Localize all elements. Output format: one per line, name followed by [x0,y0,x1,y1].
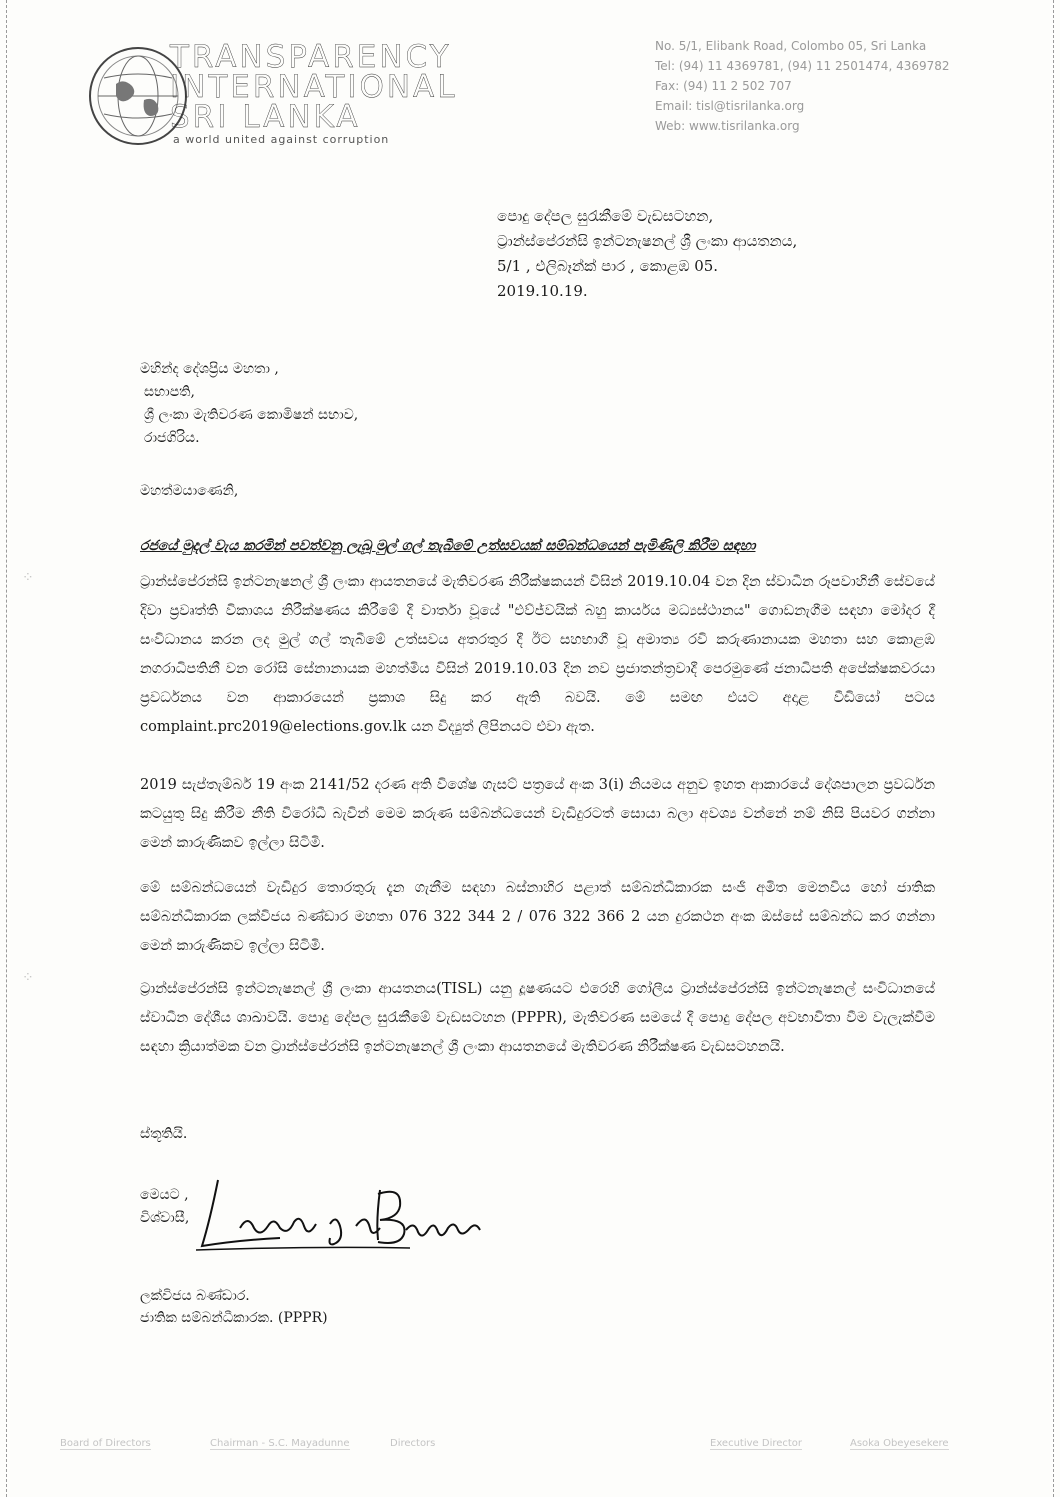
sender-line3: 5/1 , එලිබෑන්ක් පාර , කොළඹ 05. [497,257,719,275]
signer-title: ජාතික සම්බන්ධීකාරක. (PPPR) [140,1310,328,1326]
margin-mark: ⁘ [22,970,34,986]
org-name-line3: SRI LANKA [170,99,361,135]
signer-name: ලක්විජය බණ්ඩාර. [140,1288,250,1304]
org-tagline: a world united against corruption [173,133,390,146]
recipient-address [140,358,358,450]
sender-line1: පොදු දේපල සුරැකීමේ වැඩසටහන, [497,207,714,225]
recipient-line4: රාජගිරිය. [144,430,200,446]
recipient-line3: ශ්‍රී ලංකා මැතිවරණ කොමිෂන් සභාව, [144,407,359,423]
org-name-line2: INTERNATIONAL [170,69,458,105]
contact-fax: Fax: (94) 11 2 502 707 [655,79,792,93]
footer-col2: Chairman - S.C. Mayadunne [210,1438,350,1449]
footer-col1: Board of Directors [60,1438,151,1449]
body-paragraph-3: මේ සම්බන්ධයෙන් වැඩිදුර තොරතුරු දැන ගැනීම සඳහා බස්නාහිර පළාත් සම්බන්ධීකාරක සංජී අමිත මෙනවිය හෝ ජාතික සම්බන්ධීකාරක ලක්විජය බණ්ඩාර මහතා 076 322 344 2 / 076 322 366 2 යන දුරකථන අංක ඔස්සේ සම්බන්ධ කර ගන්නා මෙන් කාරුණිකව ඉල්ලා සිටිමි. [140,880,935,954]
footer-col3: Directors [390,1438,436,1449]
closing: ස්තූතියි. [140,1126,188,1142]
margin-mark: ⁘ [22,570,34,586]
footer-col5: Asoka Obeyesekere [850,1438,949,1449]
footer-col4: Executive Director [710,1438,803,1449]
letter-date: 2019.10.19. [497,282,588,300]
contact-web: Web: www.tisrilanka.org [655,119,800,133]
contact-address: No. 5/1, Elibank Road, Colombo 05, Sri Lanka [655,39,927,53]
org-name-line1: TRANSPARENCY [170,39,452,75]
handwritten-signature [180,1150,500,1260]
valediction-line2: විශ්වාසී, [140,1210,190,1226]
recipient-line1: මහින්ද දේශප්‍රිය මහතා , [140,361,279,377]
organization-name [170,39,458,135]
subject-line: රජයේ මුදල් වැය කරමින් පවත්වනු ලැබූ මුල් ගල් තැබීමේ උත්සවයක් සම්බන්ධයෙන් පැමිණිලි කිරීම සඳහා [140,538,756,554]
contact-email: Email: tisl@tisrilanka.org [655,99,805,113]
body-paragraph-2: 2019 සැප්තැම්බර් 19 අංක 2141/52 දරණ අති විශේෂ ගැසට් පත්‍රයේ අංක 3(i) නියමය අනුව ඉහත ආකාරයේ දේශපාලන ප්‍රවර්ධන කටයුතු සිදු කිරීම නීති විරෝධී බැවින් මෙම කරුණ සම්බන්ධයෙන් වැඩිදුරටත් සොයා බලා අවශ්‍ය වන්නේ නම් නිසි පියවර ගන්නා මෙන් කාරුණිකව ඉල්ලා සිටිමි. [140,777,935,851]
body-paragraph-1: ට්‍රාන්ස්පේරන්සි ඉන්ටනැෂනල් ශ්‍රී ලංකා ආයතනයේ මැතිවරණ නිරීක්ෂකයන් විසින් 2019.10.04 වන දින ස්වාධීන රූපවාහිනී සේවයේ දිවා ප්‍රවෘත්ති විකාශය නිරීක්ෂණය කිරීමේ දී වාර්තා වූයේ "එව්ජ්වයික් බහු කාර්යය මධ්‍යස්ථානය" ගොඩනැගීම සඳහා මෝදර දී සංවිධානය කරන ලද මුල් ගල් තැබීමේ උත්සවය අතරතුර දී ඊට සහභාගී වූ අමාත්‍ය රවි කරුණානායක මහතා සහ කොළඹ නගරාධිපතිනී වන රෝසි සේනානායක මහත්මිය විසින් 2019.10.03 දින නව ප්‍රජාතන්ත්‍රවාදී පෙරමුණේ ජනාධිපති අපේක්ෂකවරයා ප්‍රවර්ධනය වන ආකාරයෙන් ප්‍රකාශ සිදු කර ඇති බවයි. මේ සමඟ එයට අදාළ වීඩියෝ පටය complaint.prc2019@elections.gov.lk යන විද්‍යුත් ලිපිනයට එවා ඇත. [140,574,935,735]
body-paragraph-4: ට්‍රාන්ස්පේරන්සි ඉන්ටනැෂනල් ශ්‍රී ලංකා ආයතනය(TISL) යනු දූෂණයට එරෙහි ගෝලීය ට්‍රාන්ස්පේරන්සි ඉන්ටනැෂනල් සංවිධානයේ ස්වාධීන දේශීය ශාඛාවයි. පොදු දේපල සුරැකීමේ වැඩසටහන (PPPR), මැතිවරණ සමයේ දී පොදු දේපල අවභාවිතා වීම වැලැක්වීම සඳහා ක්‍රියාත්මක වන ට්‍රාන්ස්පේරන්සි ඉන්ටනැෂනල් ශ්‍රී ලංකා ආයතනයේ මැතිවරණ නිරීක්ෂණ වැඩසටහනයි. [140,981,935,1055]
salutation: මහත්මයාණෙනි, [140,483,239,499]
recipient-line2: සභාපති, [144,384,195,400]
signer-block [140,1285,328,1329]
sender-address [497,204,797,304]
contact-block [655,36,1015,136]
valediction-line1: මෙයට , [140,1187,189,1203]
sender-line2: ට්‍රාන්ස්පේරන්සි ඉන්ටනැෂනල් ශ්‍රී ලංකා ආයතනය, [497,232,798,250]
contact-phone: Tel: (94) 11 4369781, (94) 11 2501474, 4369782 [655,59,950,73]
